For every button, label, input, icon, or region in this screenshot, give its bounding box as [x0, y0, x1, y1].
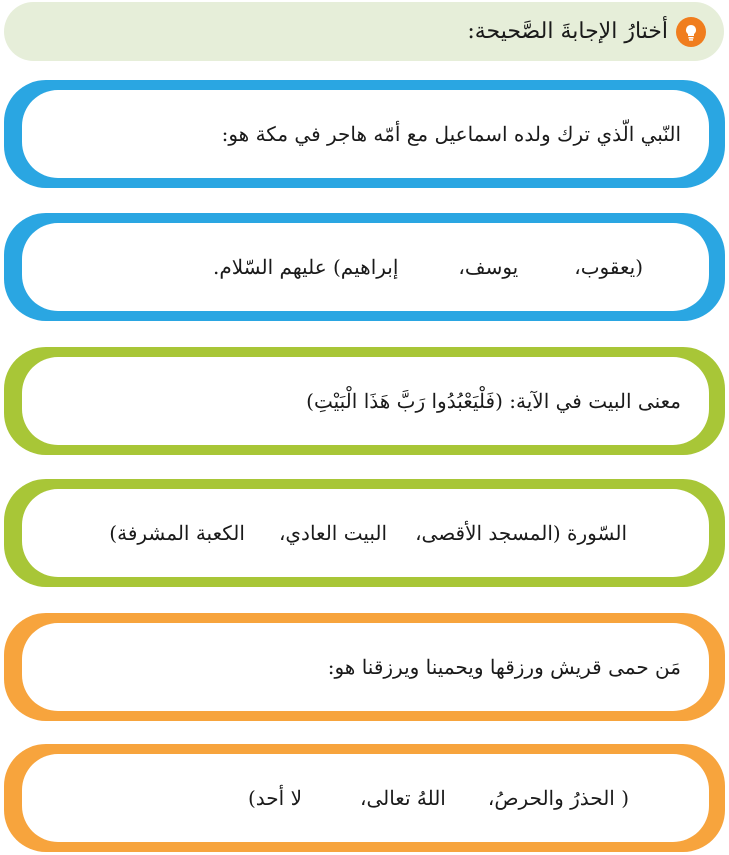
- option-1-3[interactable]: إبراهيم) عليهم السّلام.: [213, 255, 399, 279]
- option-2-3[interactable]: الكعبة المشرفة): [109, 521, 245, 545]
- option-2-1[interactable]: السّورة (المسجد الأقصى،: [415, 521, 627, 545]
- question-text-2: معنى البيت في الآية: (فَلْيَعْبُدُوا رَبَّ هَذَا الْبَيْتِ): [306, 389, 681, 413]
- question-text-1: النّبي الّذي ترك ولده اسماعيل مع أمّه هاجر في مكة هو:: [221, 122, 681, 146]
- question-card-1: [4, 80, 725, 188]
- instruction-banner: [4, 2, 724, 61]
- options-card-1: [4, 213, 725, 321]
- option-1-2[interactable]: يوسف،: [458, 255, 519, 279]
- option-2-2[interactable]: البيت العادي،: [278, 521, 388, 545]
- option-3-1[interactable]: ( الحذرُ والحرصُ،: [487, 786, 629, 810]
- option-3-3[interactable]: لا أحد): [248, 786, 302, 810]
- question-card-2: [4, 347, 725, 455]
- options-card-2: [4, 479, 725, 587]
- question-card-3: [4, 613, 725, 721]
- instruction-text: أختارُ الإجابةَ الصَّحيحة:: [467, 19, 668, 44]
- lightbulb-icon: [676, 17, 706, 47]
- option-1-1[interactable]: (يعقوب،: [574, 255, 643, 279]
- options-card-3: [4, 744, 725, 852]
- question-text-3: مَن حمى قريش ورزقها ويحمينا ويرزقنا هو:: [327, 655, 681, 679]
- option-3-2[interactable]: اللهُ تعالى،: [359, 786, 446, 810]
